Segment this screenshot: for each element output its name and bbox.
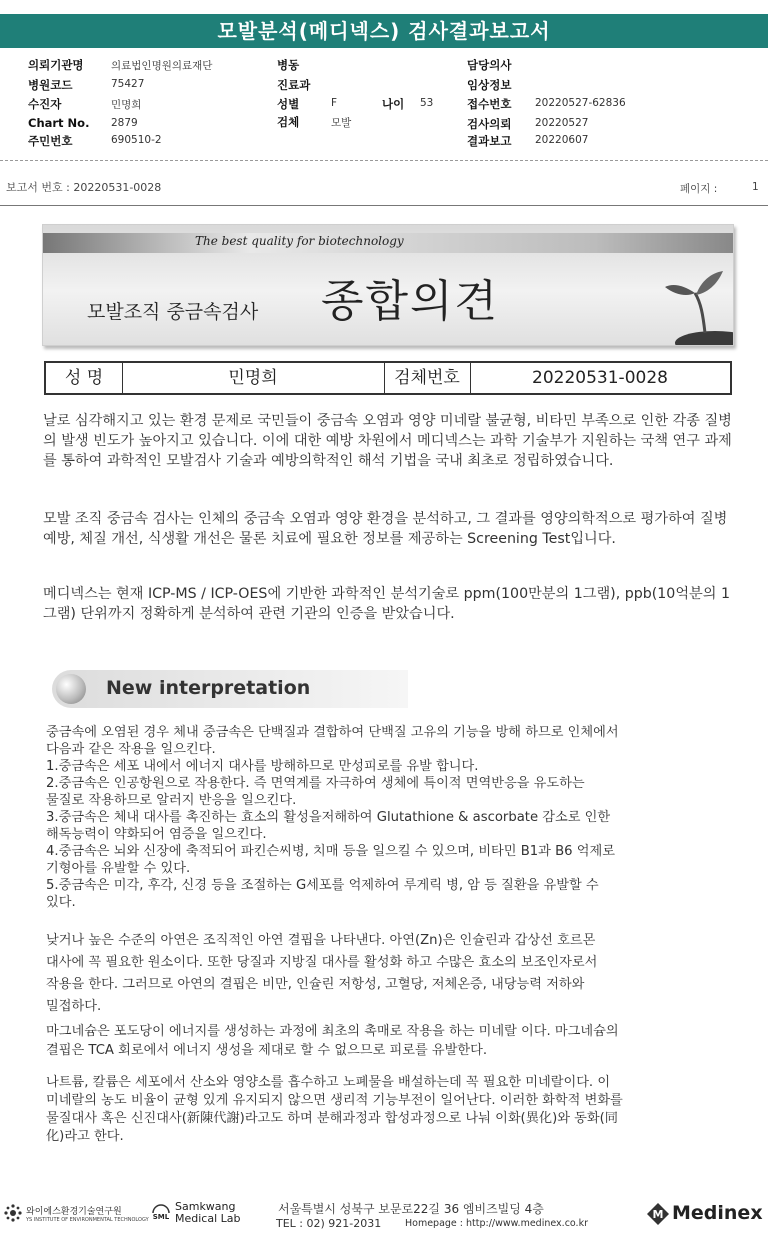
footer-homepage: Homepage : http://www.medinex.co.kr — [405, 1218, 588, 1229]
label-institution: 의뢰기관명 — [28, 58, 84, 72]
value-receipt-no: 20220527-62836 — [535, 97, 626, 109]
label-clinical-info: 임상정보 — [467, 78, 512, 92]
footer — [0, 1196, 768, 1240]
sml-logo-icon — [150, 1202, 172, 1224]
label-chart-no: Chart No. — [28, 116, 90, 130]
sprout-icon — [643, 245, 733, 345]
value-hospital-code: 75427 — [111, 78, 145, 90]
label-request-date: 검사의뢰 — [467, 117, 512, 131]
label-doctor: 담당의사 — [467, 58, 512, 72]
interpretation-heavy-metals: 중금속에 오염된 경우 체내 중금속은 단백질과 결합하여 단백질 고유의 기능을 방해 하므로 인체에서 다음과 같은 작용을 일으킨다. 1.중금속은 세포 내에서 에너지 대사를 방해하므로 만성피로를 유발 합니다. 2.중금속은 인공항원으로 작용한다. 즉 면역계를 자극하여 생체에 특이적 면역반응을 유도하는 물질로 작용하므로 알러지 반응을 일으킨다. 3.중금속은 체내 대사를 촉진하는 효소의 활성을저해하여 Glutathione & ascorbate 감소로 인한 해독능력이 약화되어 염증을 일으킨다. 4.중금속은 뇌와 신장에 축적되어 파킨슨씨병, 치매 등을 일으킬 수 있으며, 비타민 B1과 B6 억제로 기형아를 유발할 수 있다. 5.중금속은 미각, 후각, 신경 등을 조절하는 G세포를 억제하여 루게릭 병, 암 등 질환을 유발할 수 있다. — [46, 725, 619, 910]
summary-banner — [42, 224, 734, 346]
footer-tel: TEL : 02) 921-2031 — [276, 1217, 382, 1230]
value-age: 53 — [420, 97, 434, 109]
label-department: 진료과 — [277, 78, 311, 92]
value-chart-no: 2879 — [111, 117, 138, 129]
footer-address: 서울특별시 성북구 보문로22길 36 엠비즈빌딩 4층 — [278, 1202, 544, 1216]
report-divider — [0, 205, 768, 206]
intro-paragraph-1: 날로 심각해지고 있는 환경 문제로 국민들이 중금속 오염과 영양 미네랄 불균형, 비타민 부족으로 인한 각종 질병의 발생 빈도가 높아지고 있습니다. 이에 대한 예방 차원에서 메디넥스는 과학 기술부가 지원하는 국책 연구 과제를 통하여 과학적인 모발검사 기술과 예방의학적인 해석 기법을 국내 최초로 정립하였습니다. — [43, 413, 732, 469]
value-specimen: 모발 — [331, 117, 352, 129]
label-hospital-code: 병원코드 — [28, 78, 73, 92]
label-resident-no: 주민번호 — [28, 134, 73, 148]
page-label: 페이지 : — [680, 183, 718, 195]
value-report-date: 20220607 — [535, 134, 589, 146]
header-divider — [0, 160, 768, 161]
value-sex: F — [331, 97, 338, 109]
interpretation-magnesium: 마그네슘은 포도당이 에너지를 생성하는 과정에 최초의 촉매로 작용을 하는 미네랄 이다. 마그네슘의 결핍은 TCA 회로에서 에너지 생성을 제대로 할 수 없으므로 피로를 유발한다. — [46, 1024, 619, 1058]
svg-text:M: M — [652, 1208, 664, 1221]
interpretation-sodium-potassium: 나트륨, 칼륨은 세포에서 산소와 영양소를 흡수하고 노폐물을 배설하는데 꼭 필요한 미네랄이다. 이 미네랄의 농도 비율이 균형 있게 유지되지 않으면 생리적 기능부전이 일어난다. 이러한 화학적 변화를 물질대사 혹은 신진대사(新陳代謝)라고도 하며 분해과정과 합성과정으로 나눠 이화(異化)와 동화(同 化)라고 한다. — [46, 1075, 623, 1144]
banner-tagline: The best quality for biotechnology — [195, 234, 404, 248]
value-institution: 의료법인명원의료재단 — [111, 60, 213, 72]
label-receipt-no: 접수번호 — [467, 97, 512, 111]
intro-paragraph-3: 메디넥스는 현재 ICP-MS / ICP-OES에 기반한 과학적인 분석기술로 ppm(100만분의 1그램), ppb(10억분의 1그램) 단위까지 정확하게 분석하여 관련 기관의 인증을 받았습니다. — [43, 586, 730, 622]
report-number: 보고서 번호 : 20220531-0028 — [6, 181, 162, 194]
svg-text:SML: SML — [152, 1213, 170, 1221]
ys-logo-icon — [4, 1204, 22, 1222]
report-title: 모발분석(메디넥스) 검사결과보고서 — [0, 14, 768, 48]
footer-org2: Samkwang Medical Lab — [175, 1200, 241, 1225]
sphere-icon — [56, 674, 86, 704]
interpretation-heading: New interpretation — [106, 677, 311, 699]
intro-paragraph-2: 모발 조직 중금속 검사는 인체의 중금속 오염과 영양 환경을 분석하고, 그 결과를 영양의학적으로 평가하여 질병 예방, 체질 개선, 식생활 개선은 물론 치료에 필요한 정보를 제공하는 Screening Test입니다. — [43, 511, 728, 547]
value-patient: 민명희 — [111, 99, 142, 111]
banner-title: 종합의견 — [321, 276, 500, 327]
sample-label: 검체번호 — [394, 368, 460, 388]
banner-subtitle: 모발조직 중금속검사 — [87, 301, 259, 323]
footer-brand: Medinex — [672, 1202, 763, 1224]
value-resident-no: 690510-2 — [111, 134, 162, 146]
sample-value: 20220531-0028 — [532, 368, 668, 388]
value-request-date: 20220527 — [535, 117, 589, 129]
label-patient: 수진자 — [28, 97, 62, 111]
name-label: 성 명 — [64, 368, 104, 388]
patient-name-box — [44, 361, 732, 395]
medinex-logo-icon — [646, 1202, 670, 1226]
label-age: 나이 — [382, 97, 405, 111]
label-report-date: 결과보고 — [467, 134, 512, 148]
page-number: 1 — [752, 181, 759, 193]
footer-org1-sub: YS INSTITUTE OF ENVIRONMENTAL TECHNOLOGY — [26, 1217, 149, 1223]
label-ward: 병동 — [277, 58, 300, 72]
label-sex: 성별 — [277, 97, 300, 111]
name-value: 민명희 — [228, 368, 278, 388]
interpretation-zinc: 낮거나 높은 수준의 아연은 조직적인 아연 결핍을 나타낸다. 아연(Zn)은 인슐린과 갑상선 호르몬 대사에 꼭 필요한 원소이다. 또한 당질과 지방질 대사를 활성화 하고 수많은 효소의 보조인자로서 작용을 한다. 그러므로 아연의 결핍은 비만, 인슐린 저항성, 고혈당, 저체온증, 내당능력 저하와 밀접하다. — [46, 933, 598, 1014]
label-specimen: 검체 — [277, 115, 300, 129]
footer-org1: 와이에스환경기술연구원 — [26, 1207, 122, 1217]
